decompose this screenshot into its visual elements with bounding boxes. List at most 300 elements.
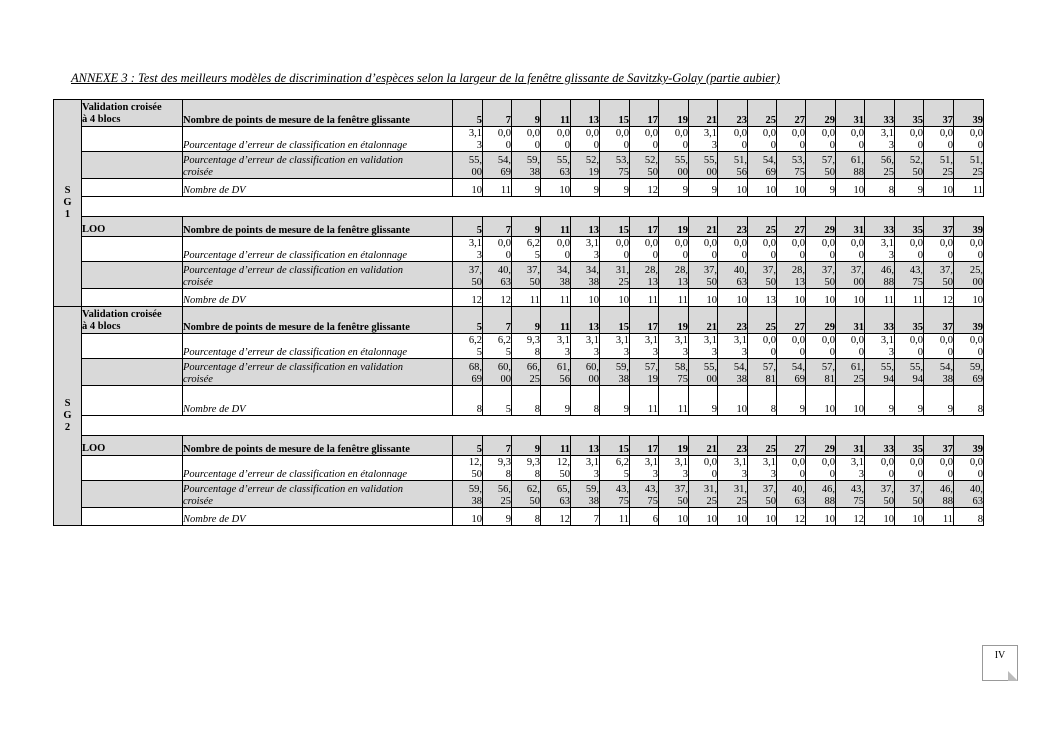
calib-value-top: 0,0: [762, 335, 776, 346]
window-size-cell: 5: [453, 100, 483, 127]
calib-value-cell: [865, 456, 895, 481]
sg-group-label: [54, 100, 82, 307]
calib-value-cell: [718, 456, 748, 481]
calib-value-bottom: 0: [799, 249, 805, 261]
calib-value-top: 6,2: [497, 335, 511, 346]
calib-value-top: 0,0: [703, 457, 717, 468]
cv-value-top: 56,: [880, 155, 894, 166]
cv-value-bottom: 25: [529, 373, 540, 385]
calib-value-bottom: 5: [623, 468, 629, 480]
dv-value-cell: 10: [689, 508, 718, 526]
table-row: [54, 481, 984, 508]
calib-value-bottom: 0: [741, 249, 747, 261]
cv-value-bottom: 50: [942, 276, 953, 288]
dv-value-cell: 12: [453, 289, 483, 307]
window-size-cell: 29: [806, 307, 836, 334]
calib-value-top: 0,0: [880, 457, 894, 468]
cv-value-bottom: 00: [972, 276, 983, 288]
calib-value-bottom: 0: [977, 346, 983, 358]
dv-value-cell: 12: [836, 508, 865, 526]
cv-value-top: 53,: [615, 155, 629, 166]
calib-value-cell: [630, 334, 659, 359]
calib-value-bottom: 0: [593, 139, 599, 151]
calib-value-bottom: 3: [682, 468, 688, 480]
dv-value-cell: 9: [924, 386, 954, 416]
calib-value-top: 0,0: [969, 335, 983, 346]
calib-value-cell: [865, 237, 895, 262]
cv-value-cell: [895, 359, 924, 386]
sg-letter: 2: [64, 422, 71, 433]
cv-value-bottom: 25: [883, 166, 894, 178]
calib-value-top: 9,3: [526, 457, 540, 468]
calib-value-cell: [512, 456, 541, 481]
calib-value-cell: [630, 127, 659, 152]
cv-value-top: 59,: [585, 484, 599, 495]
cv-value-cell: [630, 262, 659, 289]
cv-label: [183, 262, 453, 289]
method-name: LOO: [82, 224, 106, 235]
calib-value-top: 0,0: [909, 128, 923, 139]
cv-value-bottom: 38: [942, 373, 953, 385]
cv-value-bottom: 88: [883, 276, 894, 288]
cv-value-cell: [954, 152, 984, 179]
cv-value-bottom: 50: [824, 276, 835, 288]
cv-value-top: 54,: [497, 155, 511, 166]
cv-value-bottom: 50: [529, 276, 540, 288]
calib-value-bottom: 0: [652, 139, 658, 151]
cv-value-top: 31,: [615, 265, 629, 276]
cv-value-top: 34,: [556, 265, 570, 276]
cv-value-cell: [865, 481, 895, 508]
cv-value-cell: [483, 481, 512, 508]
cv-value-bottom: 88: [942, 495, 953, 507]
calib-value-bottom: 0: [947, 468, 953, 480]
cv-value-top: 62,: [526, 484, 540, 495]
calib-value-bottom: 0: [564, 249, 570, 261]
cv-value-top: 37,: [850, 265, 864, 276]
calib-value-top: 3,1: [585, 457, 599, 468]
cv-value-bottom: 25: [706, 495, 717, 507]
calib-value-bottom: 0: [623, 139, 629, 151]
cv-value-cell: [512, 359, 541, 386]
calib-value-cell: [806, 456, 836, 481]
calib-value-top: 0,0: [497, 238, 511, 249]
cv-value-cell: [512, 152, 541, 179]
window-size-cell: 37: [924, 217, 954, 237]
cv-value-top: 55,: [703, 155, 717, 166]
results-table: [53, 99, 984, 526]
calib-value-cell: [748, 237, 777, 262]
cv-value-cell: [865, 152, 895, 179]
calib-value-bottom: 0: [947, 139, 953, 151]
cv-value-cell: [630, 359, 659, 386]
calib-value-bottom: 0: [858, 139, 864, 151]
window-size-cell: 13: [571, 217, 600, 237]
calib-value-cell: [483, 456, 512, 481]
dv-value-cell: 9: [571, 179, 600, 197]
method-name: à 4 blocs: [82, 321, 121, 332]
cv-value-top: 25,: [969, 265, 983, 276]
cv-value-bottom: 00: [500, 373, 511, 385]
cv-value-cell: [777, 262, 806, 289]
cv-value-top: 59,: [615, 362, 629, 373]
calib-value-bottom: 0: [888, 468, 894, 480]
window-size-cell: 37: [924, 307, 954, 334]
cv-value-top: 31,: [703, 484, 717, 495]
calib-value-bottom: 3: [652, 346, 658, 358]
calib-value-cell: [541, 334, 571, 359]
cv-value-top: 40,: [497, 265, 511, 276]
cv-value-bottom: 38: [529, 166, 540, 178]
window-size-cell: 11: [541, 100, 571, 127]
calib-value-bottom: 3: [888, 249, 894, 261]
dv-value-cell: 9: [483, 508, 512, 526]
dv-value-cell: 11: [483, 179, 512, 197]
table-row: [54, 152, 984, 179]
method-name: à 4 blocs: [82, 114, 121, 125]
cv-value-cell: [865, 262, 895, 289]
window-size-cell: 21: [689, 100, 718, 127]
calib-value-top: 0,0: [909, 335, 923, 346]
calib-value-cell: [777, 456, 806, 481]
cv-value-cell: [630, 152, 659, 179]
cv-label-line: croisée: [183, 276, 213, 288]
window-size-cell: 11: [541, 307, 571, 334]
cv-value-cell: [924, 481, 954, 508]
method-label: [82, 217, 183, 237]
cv-value-bottom: 00: [853, 276, 864, 288]
cv-value-bottom: 69: [794, 373, 805, 385]
dv-value-cell: 11: [541, 289, 571, 307]
cv-value-bottom: 00: [471, 166, 482, 178]
cv-value-bottom: 63: [794, 495, 805, 507]
calib-value-cell: [453, 237, 483, 262]
calib-label: Pourcentage d’erreur de classification en étalonnage: [183, 456, 453, 481]
cv-value-bottom: 63: [736, 276, 747, 288]
calib-value-cell: [541, 237, 571, 262]
cv-value-bottom: 75: [618, 495, 629, 507]
cv-value-top: 52,: [585, 155, 599, 166]
window-size-cell: 27: [777, 100, 806, 127]
calib-value-top: 9,3: [526, 335, 540, 346]
calib-value-cell: [836, 127, 865, 152]
calib-value-cell: [689, 334, 718, 359]
cv-value-top: 43,: [615, 484, 629, 495]
calib-value-top: 0,0: [733, 238, 747, 249]
calib-value-bottom: 0: [858, 249, 864, 261]
window-size-cell: 19: [659, 100, 689, 127]
calib-value-cell: [541, 456, 571, 481]
table-row: [54, 179, 984, 197]
calib-value-cell: [748, 456, 777, 481]
cv-value-top: 59,: [526, 155, 540, 166]
calib-value-bottom: 0: [682, 139, 688, 151]
method-label: [82, 436, 183, 456]
calib-value-top: 3,1: [468, 238, 482, 249]
cv-value-bottom: 75: [618, 166, 629, 178]
calib-value-bottom: 0: [799, 346, 805, 358]
spacer-cell: [82, 197, 984, 217]
cv-value-top: 51,: [969, 155, 983, 166]
cv-value-top: 54,: [939, 362, 953, 373]
window-size-cell: 35: [895, 307, 924, 334]
dv-value-cell: 9: [865, 386, 895, 416]
calib-value-cell: [571, 334, 600, 359]
calib-value-cell: [571, 456, 600, 481]
cv-value-bottom: 00: [677, 166, 688, 178]
calib-value-cell: [600, 237, 630, 262]
dv-value-cell: 11: [865, 289, 895, 307]
cv-value-cell: [571, 359, 600, 386]
dv-value-cell: 11: [924, 508, 954, 526]
cv-value-bottom: 69: [972, 373, 983, 385]
calib-value-cell: [748, 334, 777, 359]
window-size-cell: 31: [836, 436, 865, 456]
dv-value-cell: 10: [453, 179, 483, 197]
dv-value-cell: 10: [924, 179, 954, 197]
calib-value-top: 3,1: [703, 128, 717, 139]
calib-value-top: 0,0: [850, 128, 864, 139]
dv-value-cell: 10: [806, 289, 836, 307]
cv-value-cell: [541, 481, 571, 508]
cv-label-line: Pourcentage d’erreur de classification en validation: [183, 265, 403, 276]
cv-value-cell: [689, 262, 718, 289]
calib-value-bottom: 0: [770, 249, 776, 261]
cv-value-cell: [600, 152, 630, 179]
annex-title: ANNEXE 3 : Test des meilleurs modèles de discrimination d’espèces selon la largeur de la fenêtre glissante de Savitzky-Golay (partie aubier): [71, 71, 780, 85]
window-size-cell: 39: [954, 217, 984, 237]
calib-value-bottom: 0: [505, 139, 511, 151]
calib-value-cell: [571, 127, 600, 152]
cv-value-top: 40,: [791, 484, 805, 495]
cv-label-line: croisée: [183, 495, 213, 507]
cv-value-top: 57,: [821, 362, 835, 373]
calib-value-bottom: 0: [770, 346, 776, 358]
cv-label: [183, 359, 453, 386]
dv-value-cell: 10: [689, 289, 718, 307]
cv-value-cell: [748, 262, 777, 289]
dv-value-cell: 8: [512, 508, 541, 526]
calib-value-top: 0,0: [585, 128, 599, 139]
cv-value-top: 37,: [674, 484, 688, 495]
window-size-cell: 27: [777, 217, 806, 237]
dv-value-cell: 11: [600, 508, 630, 526]
cv-value-cell: [512, 481, 541, 508]
cv-value-bottom: 19: [588, 166, 599, 178]
window-size-cell: 23: [718, 307, 748, 334]
calib-value-cell: [895, 237, 924, 262]
cv-value-bottom: 75: [647, 495, 658, 507]
calib-value-bottom: 3: [888, 346, 894, 358]
calib-value-top: 0,0: [821, 128, 835, 139]
calib-value-top: 0,0: [969, 457, 983, 468]
calib-value-top: 0,0: [497, 128, 511, 139]
calib-value-cell: [895, 127, 924, 152]
window-size-cell: 31: [836, 217, 865, 237]
cv-value-cell: [954, 262, 984, 289]
cv-value-top: 61,: [850, 362, 864, 373]
cv-value-cell: [600, 359, 630, 386]
window-size-cell: 19: [659, 217, 689, 237]
window-size-cell: 9: [512, 307, 541, 334]
cv-value-bottom: 38: [736, 373, 747, 385]
cv-value-top: 55,: [909, 362, 923, 373]
calib-value-top: 3,1: [615, 335, 629, 346]
calib-value-top: 0,0: [791, 335, 805, 346]
calib-value-cell: [836, 237, 865, 262]
cv-value-bottom: 13: [647, 276, 658, 288]
calib-value-top: 0,0: [821, 238, 835, 249]
method-name: Validation croisée: [82, 102, 162, 113]
cv-value-top: 61,: [850, 155, 864, 166]
cv-value-bottom: 38: [618, 373, 629, 385]
cv-value-cell: [806, 262, 836, 289]
dv-value-cell: 8: [954, 386, 984, 416]
cv-value-bottom: 13: [677, 276, 688, 288]
calib-value-top: 9,3: [497, 457, 511, 468]
cv-value-top: 61,: [556, 362, 570, 373]
cv-value-bottom: 63: [972, 495, 983, 507]
calib-value-cell: [659, 237, 689, 262]
cv-value-cell: [541, 359, 571, 386]
calib-value-bottom: 3: [593, 346, 599, 358]
method-name: Validation croisée: [82, 309, 162, 320]
window-size-cell: 9: [512, 100, 541, 127]
calib-value-bottom: 0: [829, 468, 835, 480]
dv-value-cell: 5: [483, 386, 512, 416]
sg-letter: S: [64, 185, 71, 196]
dv-value-cell: 8: [571, 386, 600, 416]
dv-value-cell: 10: [806, 386, 836, 416]
window-size-cell: 17: [630, 307, 659, 334]
cv-value-top: 28,: [791, 265, 805, 276]
calib-value-cell: [659, 127, 689, 152]
calib-value-bottom: 0: [917, 468, 923, 480]
dv-value-cell: 10: [718, 179, 748, 197]
cv-value-bottom: 25: [618, 276, 629, 288]
calib-value-bottom: 3: [564, 346, 570, 358]
cv-label-line: Pourcentage d’erreur de classification en validation: [183, 155, 403, 166]
calib-value-top: 0,0: [969, 238, 983, 249]
cv-value-cell: [748, 481, 777, 508]
cv-value-cell: [659, 152, 689, 179]
calib-value-top: 0,0: [556, 238, 570, 249]
window-size-cell: 13: [571, 100, 600, 127]
window-size-cell: 7: [483, 100, 512, 127]
calib-value-cell: [541, 127, 571, 152]
blank-cell: [82, 289, 183, 307]
dv-value-cell: 9: [895, 386, 924, 416]
dv-value-cell: 10: [865, 508, 895, 526]
cv-value-bottom: 38: [588, 495, 599, 507]
cv-value-top: 54,: [791, 362, 805, 373]
calib-value-bottom: 0: [799, 468, 805, 480]
calib-value-cell: [483, 127, 512, 152]
window-size-cell: 15: [600, 100, 630, 127]
cv-value-bottom: 88: [853, 166, 864, 178]
calib-label: Pourcentage d’erreur de classification en étalonnage: [183, 237, 453, 262]
cv-value-top: 46,: [880, 265, 894, 276]
cv-value-bottom: 94: [883, 373, 894, 385]
calib-value-top: 12,: [468, 457, 482, 468]
calib-value-bottom: 0: [977, 139, 983, 151]
window-size-cell: 11: [541, 217, 571, 237]
dv-value-cell: 10: [453, 508, 483, 526]
blank-cell: [82, 334, 183, 359]
calib-value-cell: [512, 127, 541, 152]
cv-label: [183, 481, 453, 508]
cv-value-bottom: 69: [765, 166, 776, 178]
cv-value-top: 59,: [969, 362, 983, 373]
page-number: IV: [994, 650, 1006, 661]
sg-letter: S: [64, 398, 71, 409]
dv-value-cell: 10: [777, 289, 806, 307]
cv-value-bottom: 50: [883, 495, 894, 507]
calib-value-top: 6,2: [468, 335, 482, 346]
spacer-cell: [82, 416, 984, 436]
window-size-cell: 25: [748, 217, 777, 237]
calib-value-top: 3,1: [556, 335, 570, 346]
calib-value-cell: [453, 334, 483, 359]
dv-value-cell: 10: [748, 179, 777, 197]
calib-value-top: 0,0: [733, 128, 747, 139]
cv-value-bottom: 50: [765, 495, 776, 507]
cv-value-bottom: 50: [912, 495, 923, 507]
method-label: [82, 307, 183, 334]
cv-value-bottom: 81: [824, 373, 835, 385]
cv-value-cell: [453, 359, 483, 386]
calib-value-top: 0,0: [526, 128, 540, 139]
page-number-box: [982, 645, 1018, 681]
cv-value-bottom: 38: [588, 276, 599, 288]
window-size-cell: 7: [483, 436, 512, 456]
cv-value-cell: [718, 152, 748, 179]
cv-value-cell: [954, 481, 984, 508]
calib-value-bottom: 3: [623, 346, 629, 358]
calib-value-top: 0,0: [939, 238, 953, 249]
calib-value-top: 6,2: [526, 238, 540, 249]
spacer-row: [54, 416, 984, 436]
calib-value-top: 6,2: [615, 457, 629, 468]
window-size-cell: 39: [954, 307, 984, 334]
table-row: [54, 436, 984, 456]
cv-value-top: 56,: [497, 484, 511, 495]
calib-value-cell: [836, 456, 865, 481]
calib-value-bottom: 3: [593, 249, 599, 261]
cv-value-top: 55,: [468, 155, 482, 166]
cv-value-bottom: 50: [912, 166, 923, 178]
calib-value-bottom: 0: [652, 249, 658, 261]
calib-value-cell: [718, 237, 748, 262]
calib-value-bottom: 3: [476, 139, 482, 151]
cv-value-cell: [836, 481, 865, 508]
cv-value-cell: [689, 359, 718, 386]
dv-value-cell: 11: [630, 289, 659, 307]
dv-value-cell: 10: [777, 179, 806, 197]
cv-value-cell: [836, 359, 865, 386]
calib-value-bottom: 3: [682, 346, 688, 358]
cv-value-cell: [748, 359, 777, 386]
calib-value-bottom: 0: [799, 139, 805, 151]
cv-value-bottom: 63: [559, 495, 570, 507]
dv-value-cell: 9: [689, 386, 718, 416]
cv-value-bottom: 25: [972, 166, 983, 178]
cv-value-top: 37,: [762, 265, 776, 276]
blank-cell: [82, 508, 183, 526]
cv-value-cell: [895, 152, 924, 179]
cv-value-bottom: 75: [912, 276, 923, 288]
cv-value-cell: [659, 262, 689, 289]
